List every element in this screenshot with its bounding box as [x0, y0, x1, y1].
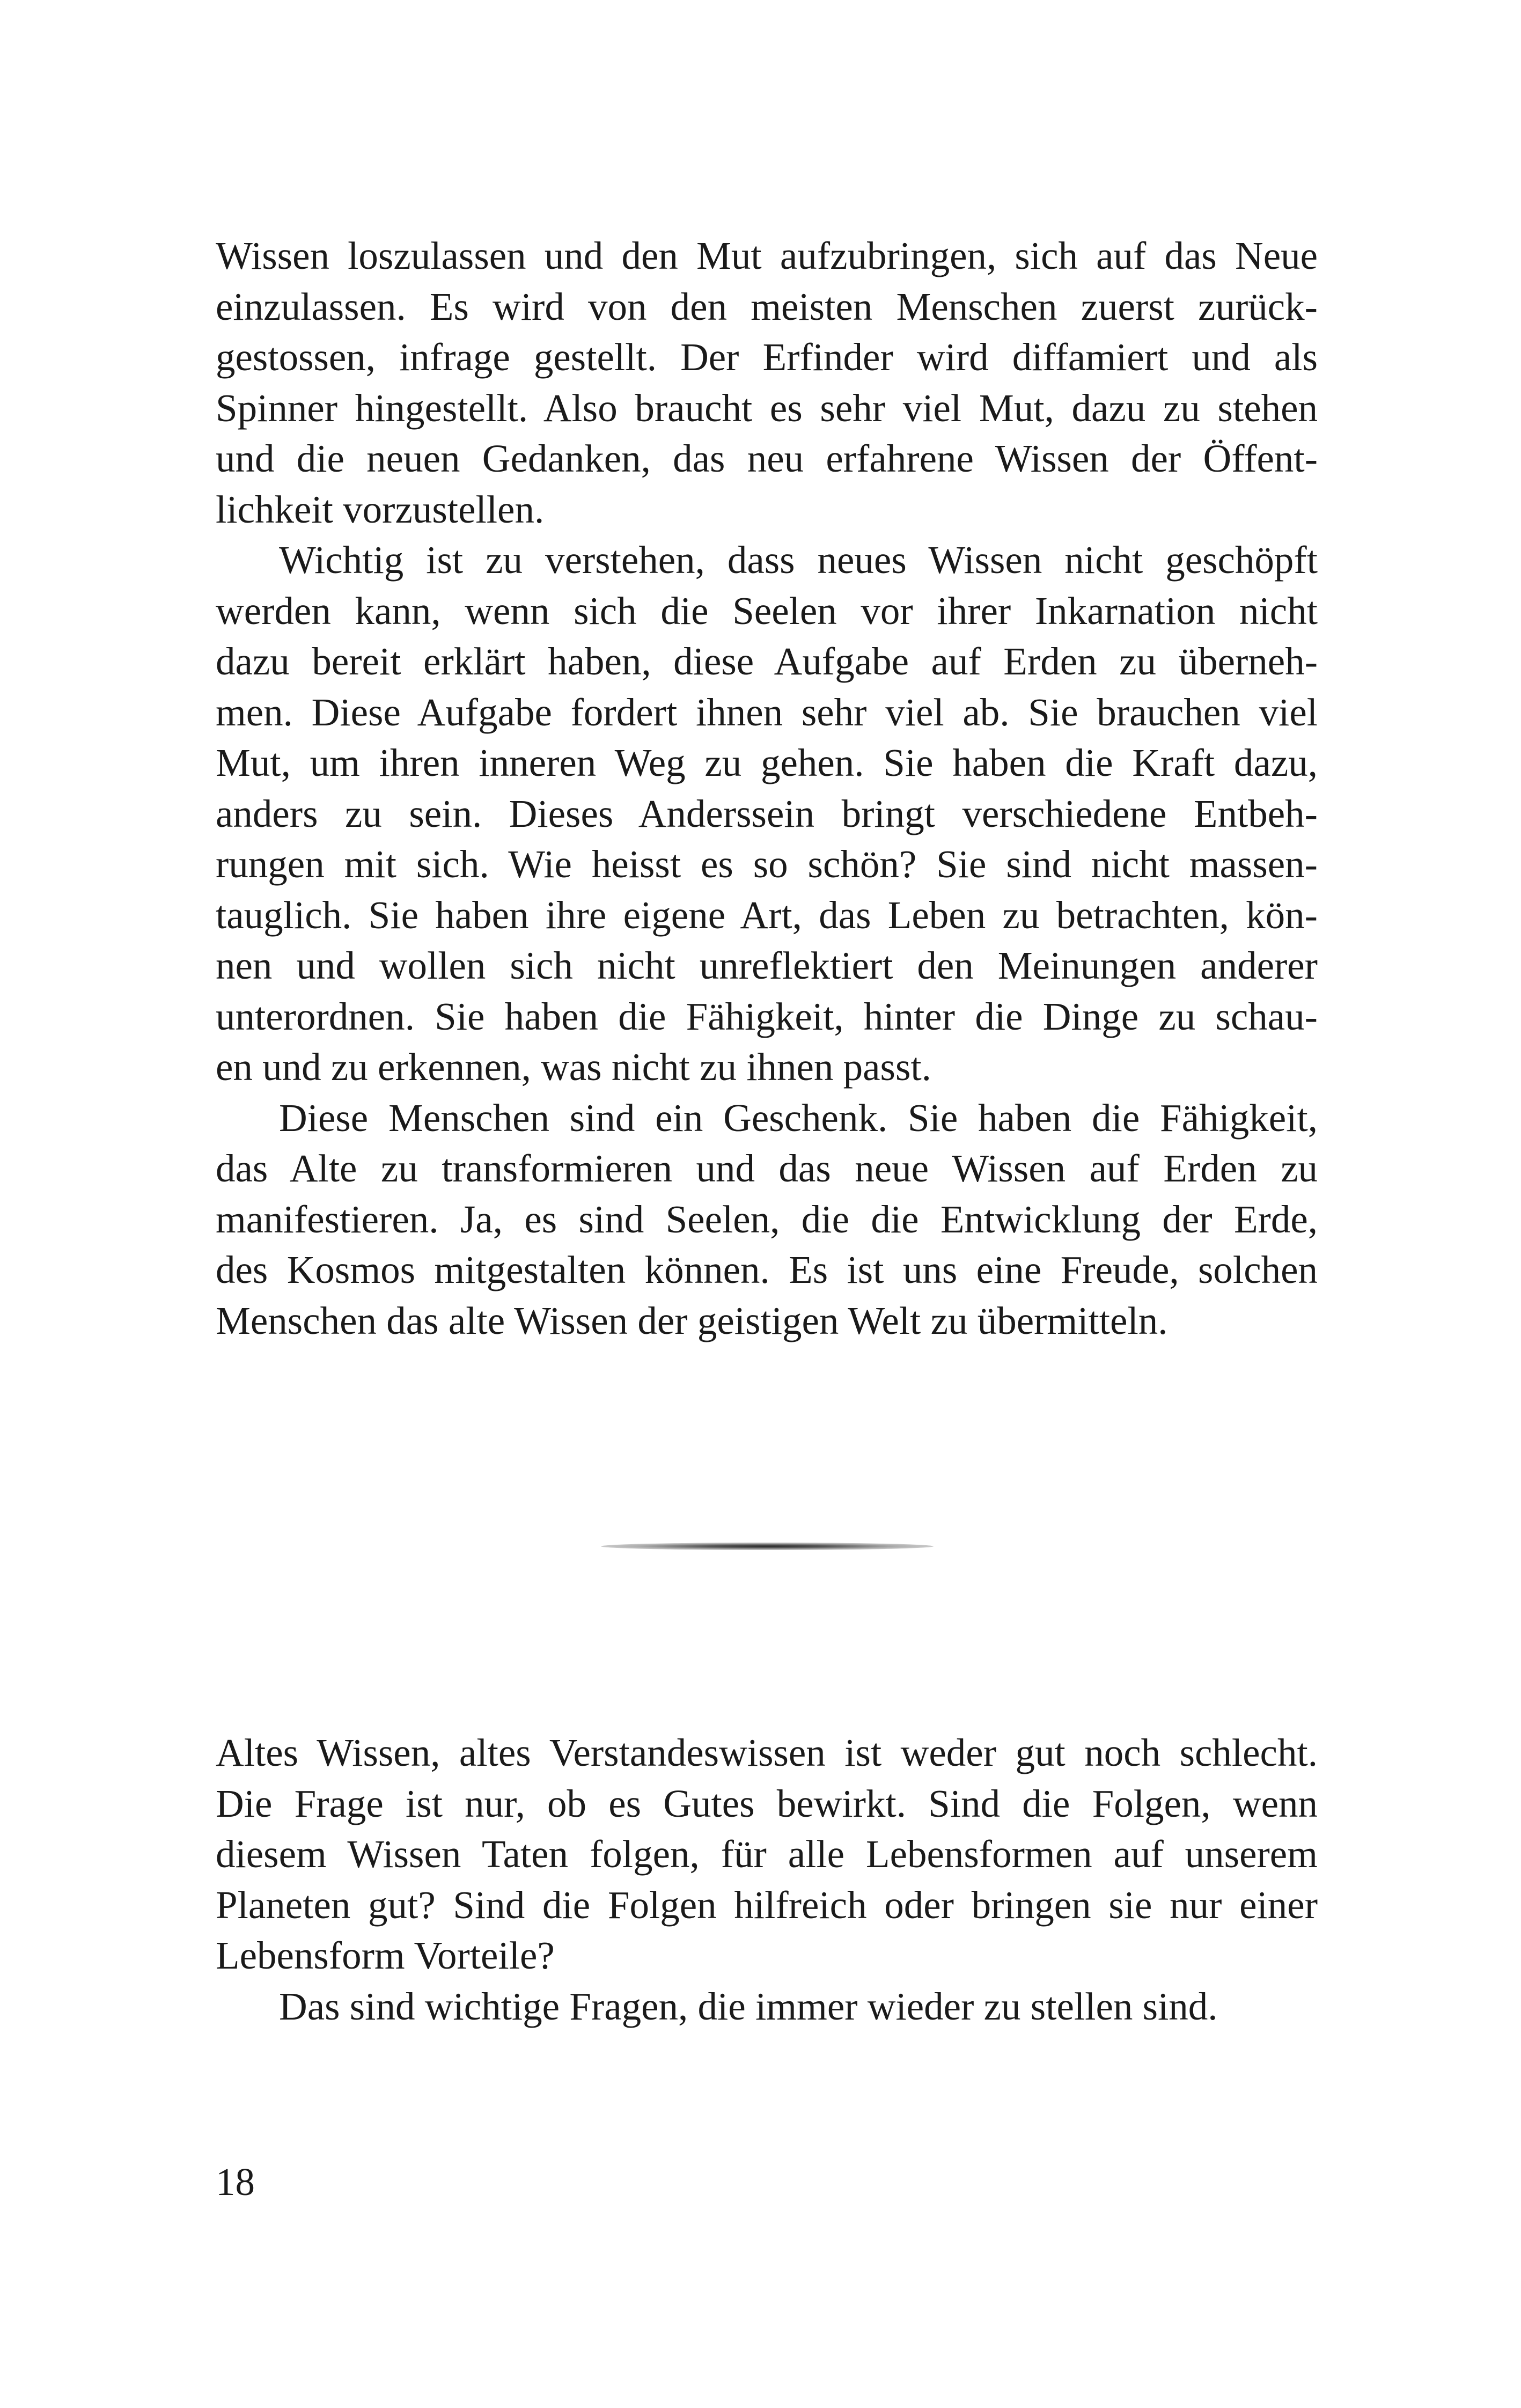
text-line: Wissen loszulassen und den Mut aufzubringen, sich auf das Neue	[216, 234, 1318, 277]
text-line: einzulassen. Es wird von den meisten Menschen zuerst zurück-	[216, 284, 1318, 328]
text-line: Menschen das alte Wissen der geistigen Welt zu übermitteln.	[216, 1298, 1168, 1342]
text-line: gestossen, infrage gestellt. Der Erfinder wird diffamiert und als	[216, 335, 1318, 379]
text-line: tauglich. Sie haben ihre eigene Art, das Leben zu betrachten, kön-	[216, 893, 1318, 937]
section-divider	[601, 1543, 934, 1550]
text-line: Planeten gut? Sind die Folgen hilfreich oder bringen sie nur einer	[216, 1883, 1318, 1927]
text-line: das Alte zu transformieren und das neue Wissen auf Erden zu	[216, 1147, 1318, 1190]
text-line: diesem Wissen Taten folgen, für alle Lebensformen auf unserem	[216, 1832, 1318, 1876]
text-line: und die neuen Gedanken, das neu erfahrene Wissen der Öffent-	[216, 437, 1318, 480]
text-section-2	[216, 1728, 1318, 2032]
text-line: rungen mit sich. Wie heisst es so schön? Sie sind nicht massen-	[216, 842, 1318, 886]
text-line: men. Diese Aufgabe fordert ihnen sehr viel ab. Sie brauchen viel	[216, 690, 1318, 734]
text-line: manifestieren. Ja, es sind Seelen, die die Entwicklung der Erde,	[216, 1197, 1318, 1241]
page-number: 18	[216, 2160, 255, 2204]
text-line: lichkeit vorzustellen.	[216, 487, 545, 531]
text-line: Die Frage ist nur, ob es Gutes bewirkt. Sind die Folgen, wenn	[216, 1781, 1318, 1825]
text-line: nen und wollen sich nicht unreflektiert den Meinungen anderer	[216, 944, 1318, 987]
text-line: Lebensform Vorteile?	[216, 1934, 555, 1977]
text-line: en und zu erkennen, was nicht zu ihnen passt.	[216, 1045, 931, 1089]
text-line: werden kann, wenn sich die Seelen vor ihrer Inkarnation nicht	[216, 589, 1318, 633]
text-section-1	[216, 231, 1318, 1346]
text-line: Mut, um ihren inneren Weg zu gehen. Sie haben die Kraft dazu,	[216, 741, 1318, 784]
text-line: Das sind wichtige Fragen, die immer wieder zu stellen sind.	[279, 1984, 1218, 2028]
text-line: unterordnen. Sie haben die Fähigkeit, hinter die Dinge zu schau-	[216, 994, 1318, 1038]
text-line: Altes Wissen, altes Verstandeswissen ist weder gut noch schlecht.	[216, 1731, 1318, 1774]
text-line: des Kosmos mitgestalten können. Es ist uns eine Freude, solchen	[216, 1248, 1318, 1291]
text-line: anders zu sein. Dieses Anderssein bringt verschiedene Entbeh-	[216, 791, 1318, 835]
text-line: Spinner hingestellt. Also braucht es sehr viel Mut, dazu zu stehen	[216, 386, 1318, 430]
text-line: Wichtig ist zu verstehen, dass neues Wissen nicht geschöpft	[279, 538, 1318, 582]
text-line: Diese Menschen sind ein Geschenk. Sie haben die Fähigkeit,	[279, 1096, 1318, 1140]
text-line: dazu bereit erklärt haben, diese Aufgabe auf Erden zu überneh-	[216, 640, 1318, 683]
